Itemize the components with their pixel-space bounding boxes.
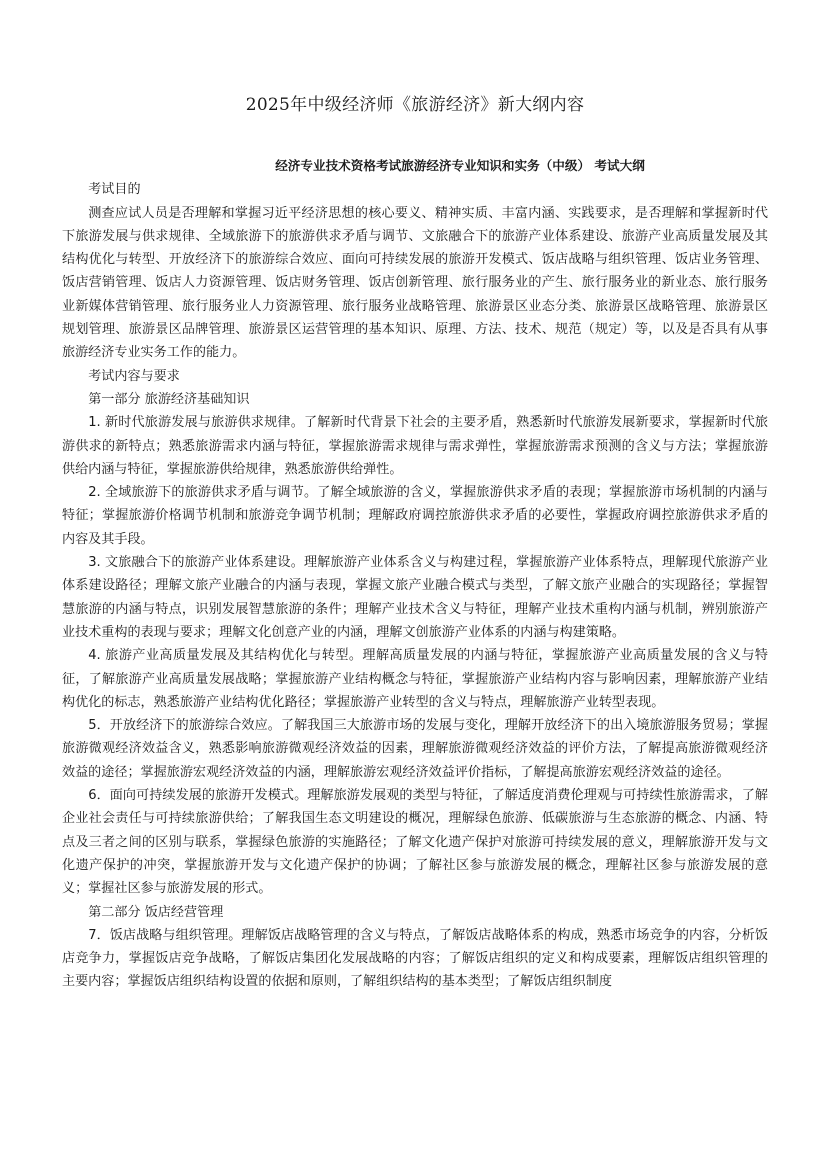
part-heading-2: 第二部分 饭店经营管理 — [88, 904, 224, 920]
part-heading-1: 第一部分 旅游经济基础知识 — [88, 391, 250, 407]
section-heading-goal: 考试目的 — [88, 182, 141, 198]
section-heading-content: 考试内容与要求 — [88, 368, 180, 384]
paragraph-item-2: 2. 全域旅游下的旅游供求矛盾与调节。了解全域旅游的含义，掌握旅游供求矛盾的表现；掌握旅游市场机制的内涵与特征；掌握旅游价格调节机制和旅游竞争调节机制；理解政府调控旅游供求矛盾的必要性，掌握政府调控旅游供求矛盾的内容及其手段。 — [62, 485, 768, 547]
paragraph-item-4: 4. 旅游产业高质量发展及其结构优化与转型。理解高质量发展的内涵与特征，掌握旅游产业高质量发展的含义与特征，了解旅游产业高质量发展战略；掌握旅游产业结构概念与特征，掌握旅游产业结构内容与影响因素，理解旅游产业结构优化的标志，熟悉旅游产业结构优化路径；掌握旅游产业转型的含义与特点，理解旅游产业转型表现。 — [62, 648, 768, 710]
paragraph-item-6: 6．面向可持续发展的旅游开发模式。理解旅游发展观的类型与特征，了解适度消费伦理观与可持续性旅游需求，了解企业社会责任与可持续旅游供给；了解我国生态文明建设的概况，理解绿色旅游、低碳旅游与生态旅游的概念、内涵、特点及三者之间的区别与联系，掌握绿色旅游的实施路径；了解文化遗产保护对旅游可持续发展的意义，理解旅游开发与文化遗产保护的冲突，掌握旅游开发与文化遗产保护的协调；了解社区参与旅游发展的概念，理解社区参与旅游发展的意义；掌握社区参与旅游发展的形式。 — [62, 788, 768, 897]
paragraph-item-7: 7．饭店战略与组织管理。理解饭店战略管理的含义与特点，了解饭店战略体系的构成，熟悉市场竞争的内容，分析饭店竞争力，掌握饭店竞争战略，了解饭店集团化发展战略的内容；了解饭店组织的定义和构成要素，理解饭店组织管理的主要内容；掌握饭店组织结构设置的依据和原则，了解组织结构的基本类型；了解饭店组织制度 — [62, 927, 768, 990]
paragraph-item-1: 1. 新时代旅游发展与旅游供求规律。了解新时代背景下社会的主要矛盾，熟悉新时代旅游发展新要求，掌握新时代旅游供求的新特点；熟悉旅游需求内涵与特征，掌握旅游需求规律与需求弹性，掌握旅游需求预测的含义与方法；掌握旅游供给内涵与特征，掌握旅游供给规律，熟悉旅游供给弹性。 — [62, 415, 768, 477]
paragraph-item-3: 3. 文旅融合下的旅游产业体系建设。理解旅游产业体系含义与构建过程，掌握旅游产业体系特点，理解现代旅游产业体系建设路径；理解文旅产业融合的内涵与表现，掌握文旅产业融合模式与类型，了解文旅产业融合的实现路径；掌握智慧旅游的内涵与特点，识别发展智慧旅游的条件；理解产业技术含义与特征，理解产业技术重构内涵与机制，辨别旅游产业技术重构的表现与要求；理解文化创意产业的内涵，理解文创旅游产业体系的内涵与构建策略。 — [62, 555, 768, 640]
document-subtitle: 经济专业技术资格考试旅游经济专业知识和实务（中级） 考试大纲 — [275, 158, 645, 173]
document-body — [62, 154, 768, 994]
paragraph-item-5: 5．开放经济下的旅游综合效应。了解我国三大旅游市场的发展与变化，理解开放经济下的出入境旅游服务贸易；掌握旅游微观经济效益含义，熟悉影响旅游微观经济效益的因素，理解旅游微观经济效益的评价方法，了解提高旅游微观经济效益的途径；掌握旅游宏观经济效益的内涵，理解旅游宏观经济效益评价指标，了解提高旅游宏观经济效益的途径。 — [62, 718, 768, 780]
paragraph-goal: 测查应试人员是否理解和掌握习近平经济思想的核心要义、精神实质、丰富内涵、实践要求，是否理解和掌握新时代下旅游发展与供求规律、全域旅游下的旅游供求矛盾与调节、文旅融合下的旅游产业体系建设、旅游产业高质量发展及其结构优化与转型、开放经济下的旅游综合效应、面向可持续发展的旅游开发模式、饭店战略与组织管理、饭店业务管理、饭店营销管理、饭店人力资源管理、饭店财务管理、饭店创新管理、旅行服务业的产生、旅行服务业的新业态、旅行服务业新媒体营销管理、旅行服务业人力资源管理、旅行服务业战略管理、旅游景区业态分类、旅游景区战略管理、旅游景区规划管理、旅游景区品牌管理、旅游景区运营管理的基本知识、原理、方法、技术、规范（规定）等，以及是否具有从事旅游经济专业实务工作的能力。 — [62, 205, 768, 361]
page-title: 2025年中级经济师《旅游经济》新大纲内容 — [245, 95, 585, 115]
